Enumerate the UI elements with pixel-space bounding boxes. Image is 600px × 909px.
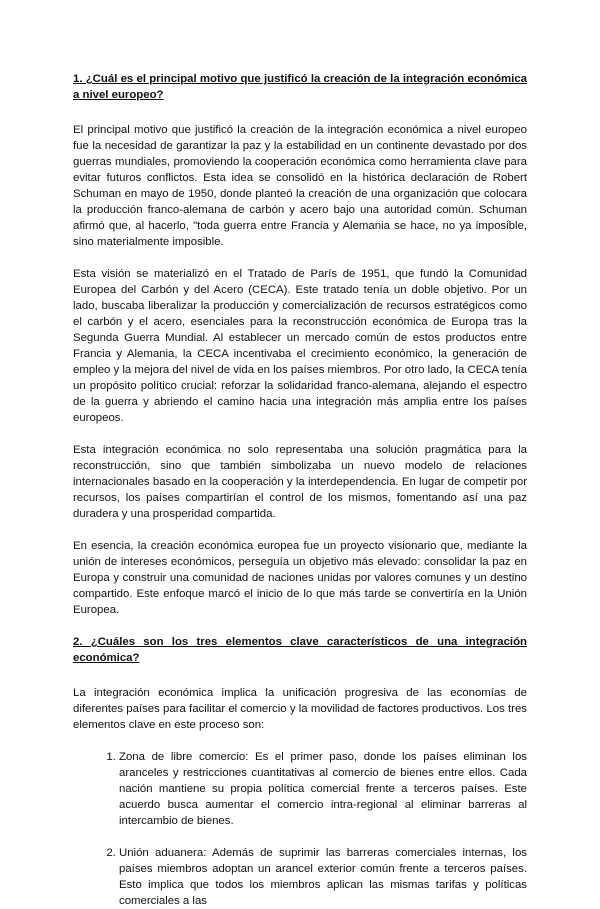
key-elements-list (73, 749, 527, 909)
section-1-paragraph-1: El principal motivo que justificó la creación de la integración económica a nivel europeo fue la necesidad de garantizar la paz y la estabilidad en un continente devastado por dos guerras mundiales, promoviendo la cooperación económica como herramienta clave para evitar futuros conflictos. Esta idea se consolidó en la histórica declaración de Robert Schuman en mayo de 1950, donde planteó la creación de una organización que colocara la producción franco-alemana de carbón y acero bajo una autoridad común. Schuman afirmó que, al hacerlo, "toda guerra entre Francia y Alemania se hace, no ya imposible, sino materialmente imposible. (73, 124, 527, 248)
list-item-customs-union: 2. Unión aduanera: Además de suprimir las barreras comerciales internas, los países miembros adoptan un arancel exterior común frente a terceros países. Esto implica que todos los miembros aplican las mismas tarifas y políticas comerciales a las (119, 845, 527, 909)
section-1-heading: 1. ¿Cuál es el principal motivo que justificó la creación de la integración económica a nivel europeo? (73, 73, 527, 101)
section-2-intro: La integración económica implica la unificación progresiva de las economías de diferentes países para facilitar el comercio y la movilidad de factores productivos. Los tres elementos clave en este proceso son: (73, 687, 527, 731)
list-item-free-trade-zone: 1. Zona de libre comercio: Es el primer paso, donde los países eliminan los aranceles y restricciones cuantitativas al comercio de bienes entre ellos. Cada nación mantiene su propia política comercial frente a terceros países. Este acuerdo busca aumentar el comercio intra-regional al eliminar barreras al intercambio de bienes. (119, 749, 527, 829)
section-2-heading: 2. ¿Cuáles son los tres elementos clave característicos de una integración económica? (73, 636, 527, 664)
section-1-paragraph-4: En esencia, la creación económica europea fue un proyecto visionario que, mediante la unión de intereses económicos, perseguía un objetivo más elevado: consolidar la paz en Europa y construir una comunidad de naciones unidas por valores comunes y un destino compartido. Este enfoque marcó el inicio de lo que más tarde se convertiría en la Unión Europea. (73, 540, 527, 616)
section-1-paragraph-3: Esta integración económica no solo representaba una solución pragmática para la reconstrucción, sino que también simbolizaba un nuevo modelo de relaciones internacionales basado en la cooperación y la interdependencia. En lugar de competir por recursos, los países compartirían el control de los mismos, fomentando así una paz duradera y una prosperidad compartida. (73, 444, 527, 520)
section-1-paragraph-2: Esta visión se materializó en el Tratado de París de 1951, que fundó la Comunidad Europea del Carbón y del Acero (CECA). Este tratado tenía un doble objetivo. Por un lado, buscaba liberalizar la producción y comercialización de recursos estratégicos como el carbón y el acero, esenciales para la reconstrucción económica de Europa tras la Segunda Guerra Mundial. Al establecer un mercado común de estos productos entre Francia y Alemania, la CECA incentivaba el crecimiento económico, la generación de empleo y la mejora del nivel de vida en los países miembros. Por otro lado, la CECA tenía un propósito político crucial: reforzar la solidaridad franco-alemana, alejando el espectro de la guerra y abriendo el camino hacia una integración más amplia entre los países europeos. (73, 268, 527, 424)
